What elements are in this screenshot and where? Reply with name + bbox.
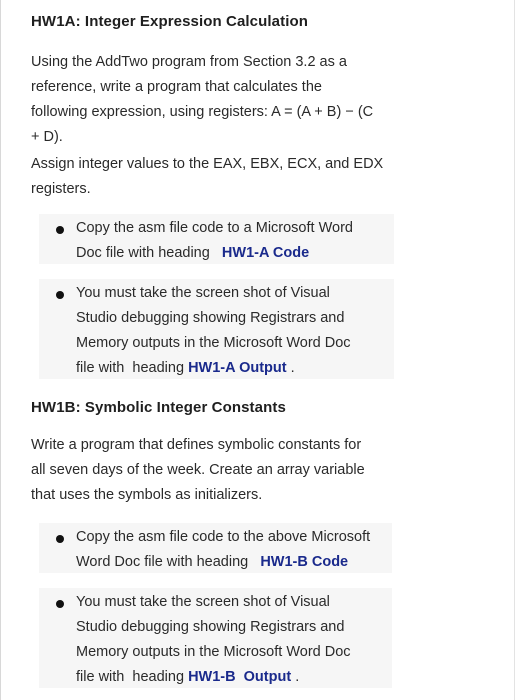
bullet-dot-icon — [56, 291, 64, 299]
hw1b-description-line: that uses the symbols as initializers. — [31, 487, 263, 503]
bullet-text: file with — [76, 669, 125, 685]
hw1a-register-line: registers. — [31, 181, 91, 197]
bullet-text-line: You must take the screen shot of Visual — [76, 285, 330, 301]
hw1b-code-heading-label: HW1-B Code — [260, 554, 349, 570]
bullet-text: file with — [76, 360, 125, 376]
hw1b-heading: HW1B: Symbolic Integer Constants — [31, 399, 286, 416]
hw1a-bullet-copy-code — [39, 214, 394, 264]
bullet-text: Doc file with heading — [76, 245, 210, 261]
hw1b-output-heading-label-2: Output — [243, 669, 292, 685]
hw1a-description — [31, 50, 403, 150]
bullet-text: heading — [132, 360, 185, 376]
bullet-dot-icon — [56, 535, 64, 543]
bullet-text: heading — [132, 669, 185, 685]
bullet-text-line — [76, 550, 392, 575]
bullet-text: . — [290, 360, 295, 376]
hw1a-description-line: reference, write a program that calculates the — [31, 79, 322, 95]
bullet-text-line — [76, 241, 394, 266]
bullet-text-line: Memory outputs in the Microsoft Word Doc — [76, 644, 351, 660]
hw1a-heading: HW1A: Integer Expression Calculation — [31, 13, 308, 30]
bullet-text: Word Doc file with heading — [76, 554, 249, 570]
hw1b-description — [31, 433, 396, 508]
hw1a-description-line: Using the AddTwo program from Section 3.2 as a — [31, 54, 347, 70]
bullet-text-line — [76, 356, 394, 381]
hw1b-description-line: all seven days of the week. Create an array variable — [31, 462, 365, 478]
hw1a-register-instruction — [31, 152, 403, 202]
bullet-text: . — [295, 669, 300, 685]
hw1a-bullet-screenshot — [39, 279, 394, 379]
bullet-text-line: Studio debugging showing Registrars and — [76, 619, 345, 635]
hw1a-description-line: following expression, using registers: A = (A + B) − (C — [31, 104, 374, 120]
bullet-text-line: Memory outputs in the Microsoft Word Doc — [76, 335, 351, 351]
bullet-text-line: Studio debugging showing Registrars and — [76, 310, 345, 326]
hw1a-code-heading-label: HW1-A Code — [221, 245, 310, 261]
bullet-text-line: Copy the asm file code to a Microsoft Word — [76, 220, 353, 236]
hw1a-description-line: + D). — [31, 129, 63, 145]
bullet-dot-icon — [56, 226, 64, 234]
hw1b-output-heading-label: HW1-B — [188, 669, 236, 685]
bullet-text-line: You must take the screen shot of Visual — [76, 594, 330, 610]
bullet-dot-icon — [56, 600, 64, 608]
bullet-text-line: Copy the asm file code to the above Microsoft — [76, 529, 371, 545]
hw1a-output-heading-label: HW1-A Output — [188, 360, 287, 376]
hw1a-register-line: Assign integer values to the EAX, EBX, ECX, and EDX — [31, 156, 384, 172]
hw1b-description-line: Write a program that defines symbolic constants for — [31, 437, 362, 453]
left-border — [0, 0, 1, 700]
hw1b-bullet-screenshot — [39, 588, 392, 688]
hw1b-bullet-copy-code — [39, 523, 392, 573]
bullet-text-line — [76, 665, 392, 690]
